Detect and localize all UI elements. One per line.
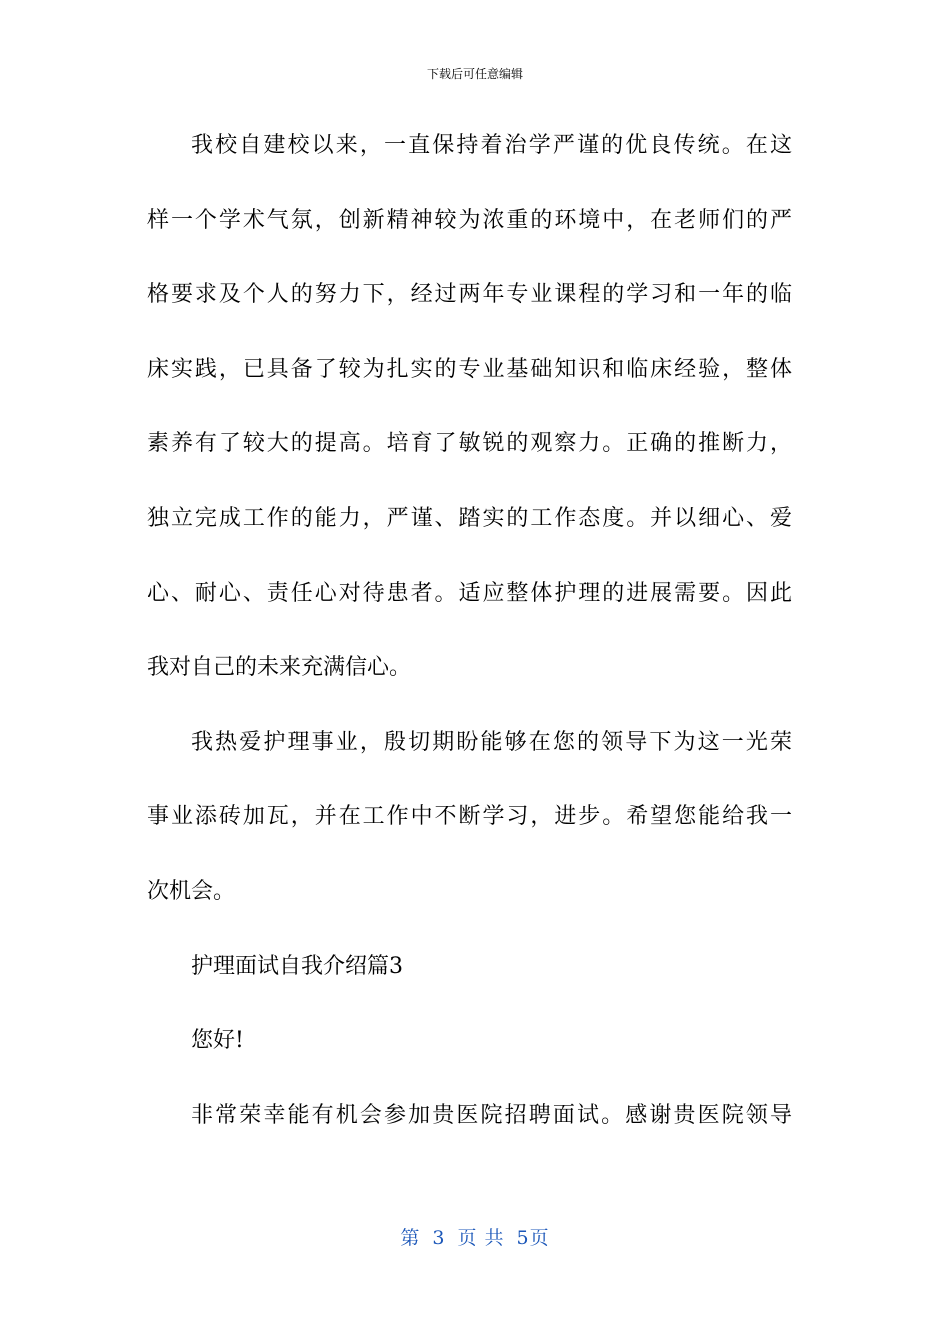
footer-suffix: 页 [529,1227,550,1249]
text-line: 我校自建校以来，一直保持着治学严谨的优良传统。在这 [191,133,792,158]
footer-prefix: 第 [400,1227,421,1249]
text-line: 床实践，已具备了较为扎实的专业基础知识和临床经验，整体 [147,356,792,382]
greeting-line: 您好! [191,1028,244,1054]
footer-total-pages: 5 [516,1227,530,1249]
text-line: 样一个学术气氛，创新精神较为浓重的环境中，在老师们的严 [147,207,792,233]
text-line: 格要求及个人的努力下，经过两年专业课程的学习和一年的临 [147,282,792,308]
text-line: 事业添砖加瓦，并在工作中不断学习，进步。希望您能给我一 [147,804,792,830]
section-heading: 护理面试自我介绍篇3 [191,953,403,979]
footer-page-number: 3 [432,1227,446,1249]
text-line: 我热爱护理事业，殷切期盼能够在您的领导下为这一光荣 [191,729,792,755]
text-line: 独立完成工作的能力，严谨、踏实的工作态度。并以细心、爱 [147,505,792,531]
page-footer [0,1226,950,1250]
text-line: 素养有了较大的提高。培育了敏锐的观察力。正确的推断力， [147,431,792,457]
footer-middle: 页 共 [457,1227,505,1249]
text-line: 非常荣幸能有机会参加贵医院招聘面试。感谢贵医院领导 [191,1102,792,1128]
page-header: 下载后可任意编辑 [426,67,523,81]
text-line: 我对自己的未来充满信心。 [147,655,412,681]
text-line: 次机会。 [147,878,236,904]
document-body [147,120,792,1164]
text-line: 心、耐心、责任心对待患者。适应整体护理的进展需要。因此 [147,580,792,606]
